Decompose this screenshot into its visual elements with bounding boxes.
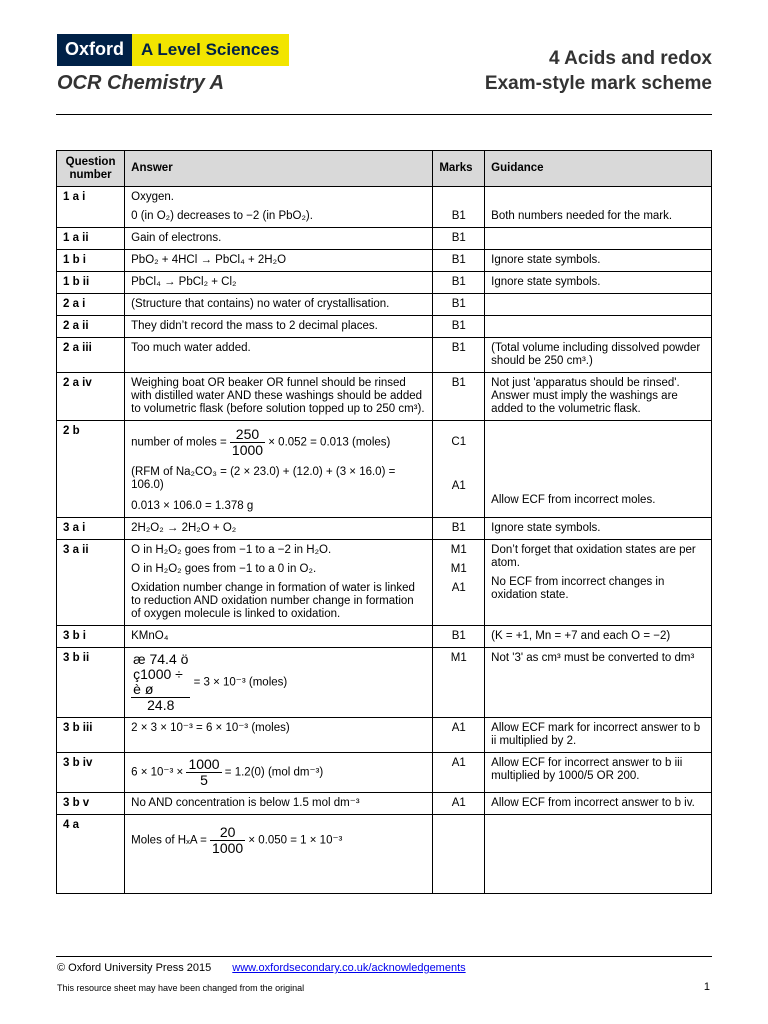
col-answer: Answer: [125, 151, 433, 187]
numerator-line: æ 74.4 ö: [133, 651, 189, 667]
answer-line: O in H₂O₂ goes from −1 to a −2 in H₂O.: [131, 544, 332, 556]
calc-suffix: × 0.050 = 1 × 10⁻³: [245, 834, 343, 847]
table-row: [57, 626, 712, 648]
brand-logo: [57, 34, 289, 66]
question-number: 2 a iii: [57, 338, 125, 373]
answer-cell: No AND concentration is below 1.5 mol dm⁻³: [125, 793, 433, 815]
fraction-denominator: 24.8: [131, 697, 190, 713]
marks-cell: A1: [433, 793, 485, 815]
fraction-numerator: [131, 652, 190, 697]
table-row: [57, 421, 712, 518]
answer-cell: Gain of electrons.: [125, 228, 433, 250]
marks-cell: B1: [433, 373, 485, 421]
table-row: [57, 793, 712, 815]
guidance-cell: (Total volume including dissolved powder should be 250 cm³.): [485, 338, 712, 373]
answer-line: Oxygen.: [131, 191, 174, 203]
table-row: [57, 294, 712, 316]
fraction-numerator: 20: [219, 824, 236, 840]
answer-cell: [125, 753, 433, 793]
marks-cell: A1: [433, 753, 485, 793]
fraction-numerator: 250: [235, 426, 260, 442]
guidance-cell: [485, 294, 712, 316]
footer-divider: [56, 956, 712, 957]
guidance-cell: [485, 316, 712, 338]
answer-line: Oxidation number change in formation of water is linked to reduction AND oxidation number change in formation of oxygen molecule is linked to oxidation.: [131, 582, 415, 620]
marks-cell: B1: [433, 272, 485, 294]
marks-cell: B1: [433, 294, 485, 316]
question-number: 2 a i: [57, 294, 125, 316]
table-row: [57, 373, 712, 421]
header-divider: [56, 114, 712, 115]
col-marks: Marks: [433, 151, 485, 187]
guidance-cell: Not '3' as cm³ must be converted to dm³: [485, 648, 712, 718]
table-row: [57, 518, 712, 540]
question-number: 3 b iv: [57, 753, 125, 793]
marks-cell: B1: [433, 518, 485, 540]
fraction: [210, 825, 245, 856]
answer-cell: [125, 540, 433, 626]
guidance-cell: Ignore state symbols.: [485, 272, 712, 294]
marks-cell: B1: [433, 250, 485, 272]
table-row: [57, 540, 712, 626]
marks-cell: [433, 540, 485, 626]
footer: [57, 962, 466, 974]
answer-line: O in H₂O₂ goes from −1 to a 0 in O₂.: [131, 563, 317, 575]
header-right: [485, 46, 712, 96]
answer-cell: They didn’t record the mass to 2 decimal places.: [125, 316, 433, 338]
table-row: [57, 815, 712, 894]
fraction-denominator: 1000: [212, 840, 244, 856]
question-number: 3 b iii: [57, 718, 125, 753]
guidance-cell: Ignore state symbols.: [485, 250, 712, 272]
table-row: [57, 316, 712, 338]
calc-suffix: × 0.052 = 0.013 (moles): [265, 436, 391, 449]
answer-cell: (Structure that contains) no water of crystallisation.: [125, 294, 433, 316]
mark: M1: [450, 544, 467, 556]
marks-cell: [433, 815, 485, 894]
page-number: 1: [703, 981, 710, 993]
calc-suffix: = 3 × 10⁻³ (moles): [190, 676, 288, 689]
answer-cell: [125, 648, 433, 718]
answer-cell: Too much water added.: [125, 338, 433, 373]
guidance-text: Don’t forget that oxidation states are per atom.: [491, 544, 696, 569]
guidance-cell: [485, 421, 712, 518]
question-number: 2 a ii: [57, 316, 125, 338]
answer-cell: 2 × 3 × 10⁻³ = 6 × 10⁻³ (moles): [125, 718, 433, 753]
col-guidance: Guidance: [485, 151, 712, 187]
answer-cell: KMnO₄: [125, 626, 433, 648]
table-row: [57, 272, 712, 294]
answer-cell: PbO₂ + 4HCl → PbCl₄ + 2H₂O: [125, 250, 433, 272]
question-number: 1 a i: [57, 187, 125, 228]
mark: A1: [451, 582, 466, 594]
fraction-denominator: 1000: [231, 442, 264, 458]
mark: M1: [450, 563, 467, 575]
table-row: [57, 338, 712, 373]
guidance-cell: [485, 815, 712, 894]
question-number: 1 a ii: [57, 228, 125, 250]
answer-line: [131, 825, 426, 856]
guidance-text: No ECF from incorrect changes in oxidation state.: [491, 576, 665, 601]
copyright-text: © Oxford University Press 2015: [57, 962, 212, 974]
answer-cell: [125, 421, 433, 518]
question-number: 2 a iv: [57, 373, 125, 421]
answer-line: 0 (in O₂) decreases to −2 (in PbO₂).: [131, 210, 313, 222]
calc-prefix: Moles of HₓA =: [131, 834, 211, 847]
guidance-cell: Allow ECF from incorrect answer to b iv.: [485, 793, 712, 815]
question-number: 1 b i: [57, 250, 125, 272]
answer-line: [131, 427, 426, 458]
question-number: 3 b i: [57, 626, 125, 648]
guidance-text: Both numbers needed for the mark.: [491, 210, 673, 222]
table-header-row: [57, 151, 712, 187]
question-number: 4 a: [57, 815, 125, 894]
guidance-cell: [485, 228, 712, 250]
marks-cell: [433, 421, 485, 518]
answer-line: (RFM of Na₂CO₃ = (2 × 23.0) + (12.0) + (3 × 16.0) = 106.0): [131, 466, 396, 491]
fraction: [186, 757, 221, 788]
marks-cell: B1: [433, 626, 485, 648]
col-question: Question number: [57, 151, 125, 187]
table-row: [57, 187, 712, 228]
guidance-text: Allow ECF from incorrect moles.: [491, 494, 656, 506]
acknowledgements-link[interactable]: www.oxfordsecondary.co.uk/acknowledgements: [232, 962, 466, 974]
question-number: 3 a i: [57, 518, 125, 540]
question-number: 3 a ii: [57, 540, 125, 626]
brand-series: A Level Sciences: [132, 34, 289, 66]
marks-cell: B1: [433, 316, 485, 338]
guidance-cell: [485, 187, 712, 228]
guidance-cell: (K = +1, Mn = +7 and each O = −2): [485, 626, 712, 648]
answer-cell: [125, 187, 433, 228]
disclaimer-text: This resource sheet may have been changed from the original: [57, 983, 305, 993]
marks-cell: [433, 187, 485, 228]
marks-cell: M1: [433, 648, 485, 718]
mark: A1: [451, 480, 466, 492]
guidance-cell: Allow ECF for incorrect answer to b iii multiplied by 1000/5 OR 200.: [485, 753, 712, 793]
table-row: [57, 250, 712, 272]
numerator-line: è ø: [133, 681, 154, 697]
answer-cell: 2H₂O₂ → 2H₂O + O₂: [125, 518, 433, 540]
calc-suffix: = 1.2(0) (mol dm⁻³): [221, 766, 324, 779]
marks-cell: B1: [433, 228, 485, 250]
mark: C1: [451, 436, 467, 448]
calc-prefix: number of moles =: [131, 436, 230, 449]
course-title: OCR Chemistry A: [57, 72, 225, 94]
guidance-cell: Ignore state symbols.: [485, 518, 712, 540]
question-number: 2 b: [57, 421, 125, 518]
fraction-numerator: 1000: [188, 756, 220, 772]
table-row: [57, 648, 712, 718]
answer-cell: [125, 815, 433, 894]
guidance-cell: Allow ECF mark for incorrect answer to b ii multiplied by 2.: [485, 718, 712, 753]
fraction-denominator: 5: [186, 772, 221, 788]
table-row: [57, 228, 712, 250]
mark: B1: [451, 210, 466, 222]
guidance-cell: [485, 540, 712, 626]
brand-oxford: Oxford: [57, 34, 132, 66]
answer-cell: Weighing boat OR beaker OR funnel should be rinsed with distilled water AND these washings should be added to volumetric flask (before solution topped up to 250 cm³).: [125, 373, 433, 421]
table-row: [57, 718, 712, 753]
guidance-cell: Not just 'apparatus should be rinsed'. Answer must imply the washings are added to the volumetric flask.: [485, 373, 712, 421]
fraction: [230, 427, 265, 458]
answer-cell: PbCl₄ → PbCl₂ + Cl₂: [125, 272, 433, 294]
mark-scheme-table: [56, 150, 712, 894]
question-number: 3 b ii: [57, 648, 125, 718]
fraction: [131, 652, 190, 713]
table-row: [57, 753, 712, 793]
question-number: 3 b v: [57, 793, 125, 815]
marks-cell: A1: [433, 718, 485, 753]
chapter-title: 4 Acids and redox: [549, 48, 712, 69]
question-number: 1 b ii: [57, 272, 125, 294]
document-subtitle: Exam-style mark scheme: [484, 73, 712, 94]
marks-cell: B1: [433, 338, 485, 373]
answer-line: 0.013 × 106.0 = 1.378 g: [131, 500, 254, 512]
numerator-line: ç1000 ÷: [133, 666, 183, 682]
calc-prefix: 6 × 10⁻³ ×: [131, 766, 187, 779]
